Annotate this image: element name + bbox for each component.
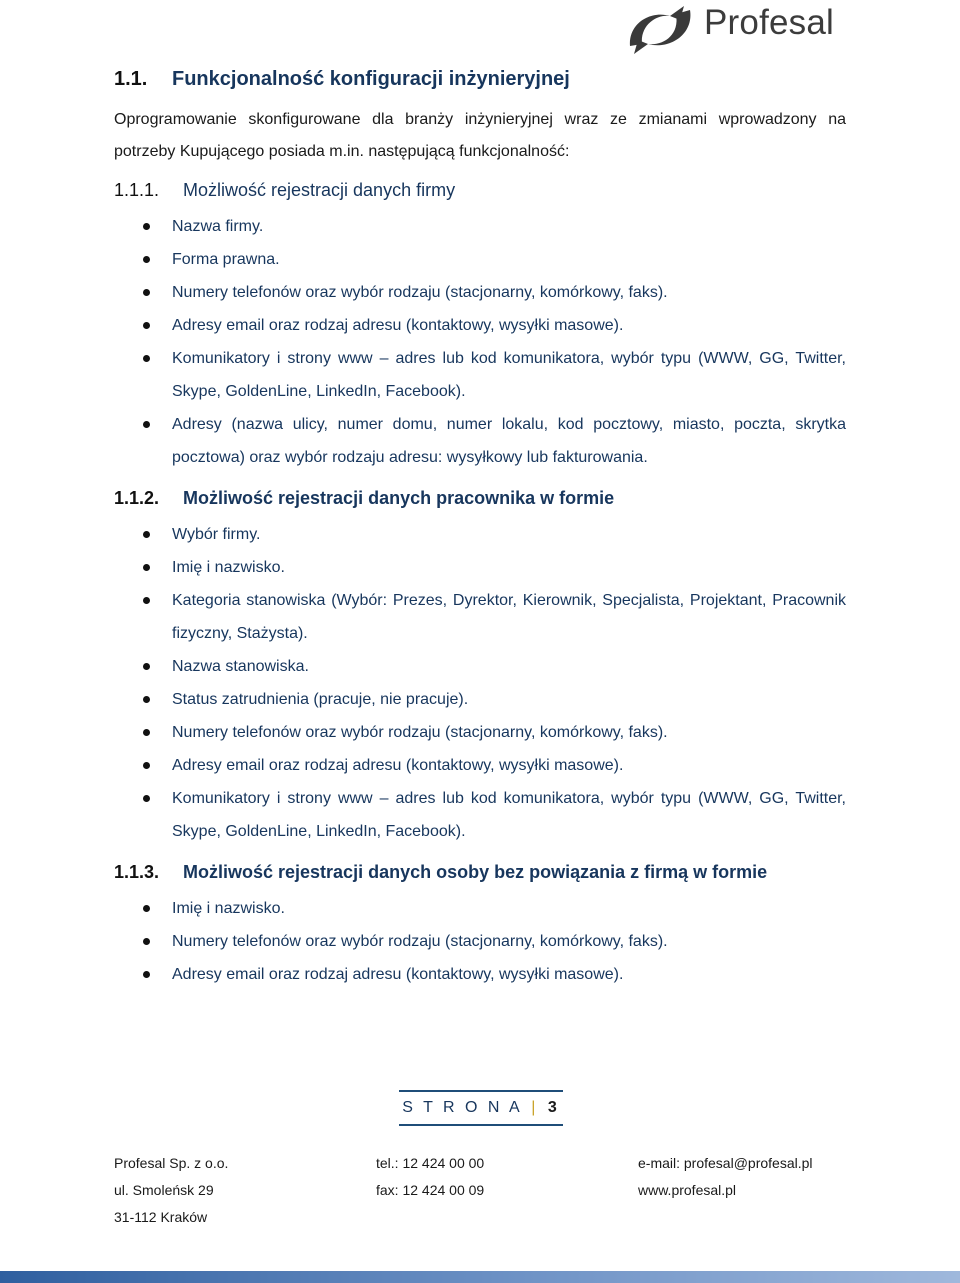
subsection-number: 1.1.3. — [114, 862, 160, 882]
employee-fields-list — [114, 518, 846, 848]
list-item: Kategoria stanowiska (Wybór: Prezes, Dyrektor, Kierownik, Specjalista, Projektant, Pracownik fizyczny, Stażysta). — [114, 584, 846, 650]
list-item: Numery telefonów oraz wybór rodzaju (stacjonarny, komórkowy, faks). — [114, 925, 846, 958]
footer-website[interactable]: www.profesal.pl — [638, 1182, 737, 1198]
subsection-title: Możliwość rejestracji danych firmy — [183, 180, 456, 200]
page-number: 3 — [547, 1099, 560, 1116]
subsection-title: Możliwość rejestracji danych osoby bez powiązania z firmą w formie — [183, 862, 768, 882]
footer-row — [114, 1177, 854, 1204]
section-title: Funkcjonalność konfiguracji inżynieryjnej — [172, 68, 570, 90]
list-item: Nazwa firmy. — [114, 210, 846, 243]
list-item: Nazwa stanowiska. — [114, 650, 846, 683]
page-number-box — [399, 1090, 563, 1126]
list-item: Komunikatory i strony www – adres lub kod komunikatora, wybór typu (WWW, GG, Twitter, Skype, GoldenLine, LinkedIn, Facebook). — [114, 342, 846, 408]
list-item: Status zatrudnienia (pracuje, nie pracuje). — [114, 683, 846, 716]
company-logo — [624, 2, 848, 56]
list-item: Adresy email oraz rodzaj adresu (kontaktowy, wysyłki masowe). — [114, 309, 846, 342]
list-item: Adresy (nazwa ulicy, numer domu, numer lokalu, kod pocztowy, miasto, poczta, skrytka pocztowa) oraz wybór rodzaju adresu: wysyłkowy lub fakturowania. — [114, 408, 846, 474]
company-fields-list — [114, 210, 846, 474]
footer-city: 31-112 Kraków — [114, 1209, 208, 1225]
footer-fax: fax: 12 424 00 09 — [376, 1182, 485, 1198]
section-heading — [114, 68, 846, 104]
list-item: Adresy email oraz rodzaj adresu (kontaktowy, wysyłki masowe). — [114, 749, 846, 782]
list-item: Imię i nazwisko. — [114, 551, 846, 584]
subsection-title: Możliwość rejestracji danych pracownika w formie — [183, 488, 615, 508]
subsection-number: 1.1.1. — [114, 180, 160, 200]
profesal-swirl-icon — [624, 2, 696, 56]
footer-street: ul. Smoleńsk 29 — [114, 1182, 214, 1198]
list-item: Wybór firmy. — [114, 518, 846, 551]
list-item: Numery telefonów oraz wybór rodzaju (stacjonarny, komórkowy, faks). — [114, 716, 846, 749]
list-item: Komunikatory i strony www – adres lub kod komunikatora, wybór typu (WWW, GG, Twitter, Skype, GoldenLine, LinkedIn, Facebook). — [114, 782, 846, 848]
footer-row — [114, 1204, 854, 1231]
page-separator: | — [531, 1099, 539, 1116]
footer-row — [114, 1150, 854, 1177]
subsection-heading-2 — [114, 478, 846, 518]
footer-company: Profesal Sp. z o.o. — [114, 1155, 229, 1171]
document-body — [114, 68, 846, 995]
list-item: Imię i nazwisko. — [114, 892, 846, 925]
person-fields-list — [114, 892, 846, 991]
page-footer — [114, 1150, 854, 1231]
list-item: Forma prawna. — [114, 243, 846, 276]
logo-wordmark: Profesal — [704, 3, 834, 42]
footer-email[interactable]: e-mail: profesal@profesal.pl — [638, 1155, 813, 1171]
list-item: Adresy email oraz rodzaj adresu (kontaktowy, wysyłki masowe). — [114, 958, 846, 991]
list-item: Numery telefonów oraz wybór rodzaju (stacjonarny, komórkowy, faks). — [114, 276, 846, 309]
section-number: 1.1. — [114, 68, 148, 90]
subsection-heading-1 — [114, 170, 846, 210]
footer-tel: tel.: 12 424 00 00 — [376, 1155, 485, 1171]
section-intro: Oprogramowanie skonfigurowane dla branży inżynieryjnej wraz ze zmianami wprowadzony na potrzeby Kupującego posiada m.in. następującą funkcjonalność: — [114, 111, 846, 160]
page-label: S T R O N A — [402, 1099, 522, 1116]
footer-accent-bar — [0, 1271, 960, 1283]
subsection-number: 1.1.2. — [114, 488, 160, 508]
subsection-heading-3 — [114, 852, 846, 892]
